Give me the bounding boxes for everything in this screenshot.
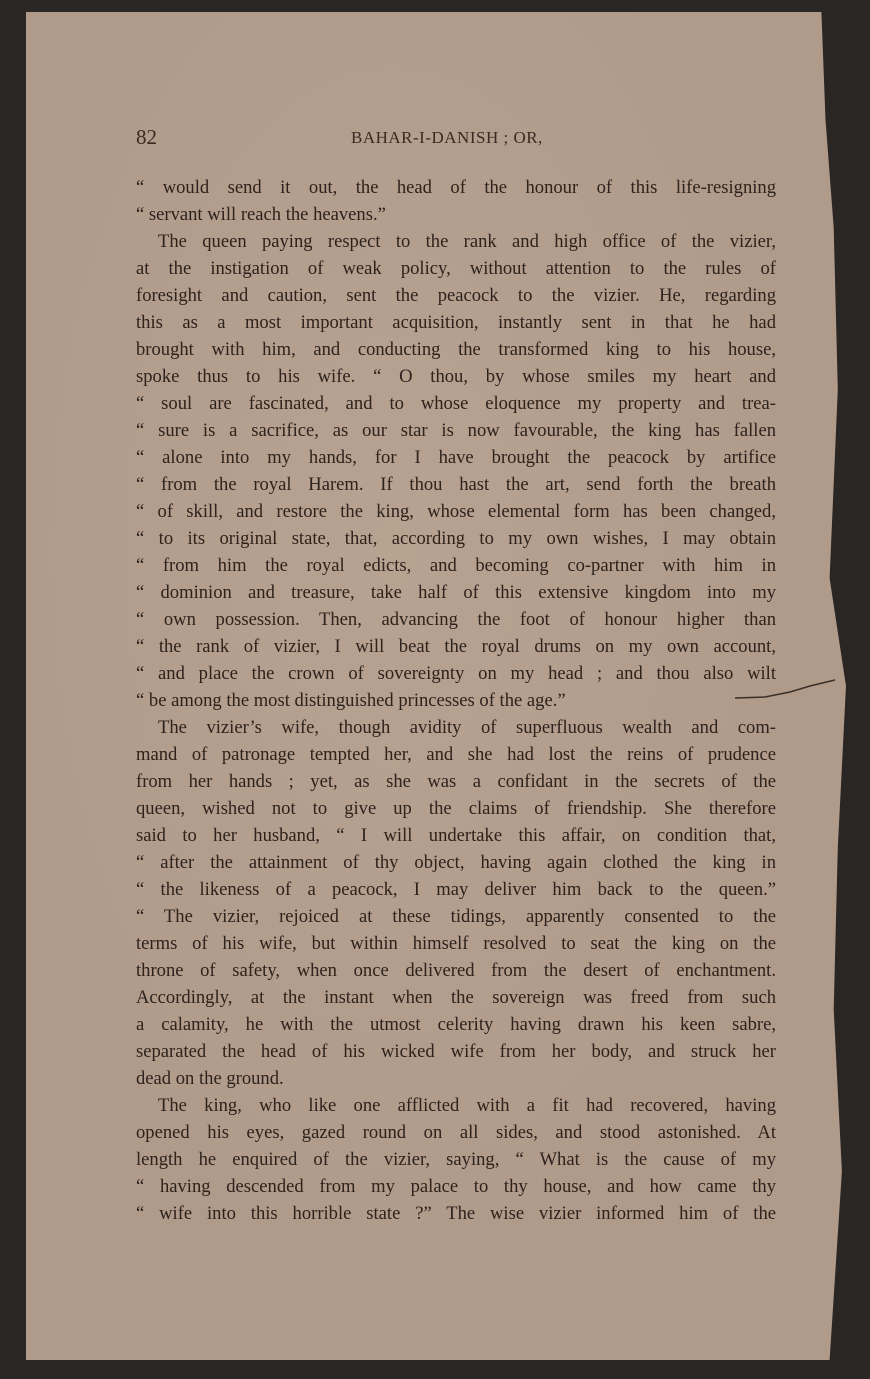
text-line: this as a most important acquisition, instantly sent in that he had	[136, 312, 776, 333]
paragraph-start-line: The king, who like one afflicted with a fit had recovered, having	[158, 1095, 776, 1116]
text-line: terms of his wife, but within himself resolved to seat the king on the	[136, 933, 776, 954]
paragraph-start-line: The queen paying respect to the rank and high office of the vizier,	[158, 231, 776, 252]
text-line: “ the likeness of a peacock, I may deliver him back to the queen.”	[136, 879, 776, 900]
text-line: “ servant will reach the heavens.”	[136, 204, 386, 225]
text-line: “ after the attainment of thy object, having again clothed the king in	[136, 852, 776, 873]
text-line: throne of safety, when once delivered from the desert of enchantment.	[136, 960, 776, 981]
text-line: separated the head of his wicked wife from her body, and struck her	[136, 1041, 776, 1062]
text-line: brought with him, and conducting the transformed king to his house,	[136, 339, 776, 360]
text-line: “ having descended from my palace to thy house, and how came thy	[136, 1176, 776, 1197]
text-line: from her hands ; yet, as she was a confidant in the secrets of the	[136, 771, 776, 792]
page-number: 82	[136, 125, 157, 149]
body-text	[136, 174, 776, 1227]
text-line: “ and place the crown of sovereignty on my head ; and thou also wilt	[136, 663, 776, 684]
text-line: “ alone into my hands, for I have brought the peacock by artifice	[136, 447, 776, 468]
text-line: “ wife into this horrible state ?” The wise vizier informed him of the	[136, 1203, 776, 1224]
text-line: opened his eyes, gazed round on all sides, and stood astonished. At	[136, 1122, 776, 1143]
text-line: “ soul are fascinated, and to whose eloquence my property and trea-	[136, 393, 776, 414]
text-line: dead on the ground.	[136, 1068, 284, 1089]
text-line: foresight and caution, sent the peacock to the vizier. He, regarding	[136, 285, 776, 306]
text-line: mand of patronage tempted her, and she had lost the reins of prudence	[136, 744, 776, 765]
text-line: “ own possession. Then, advancing the foot of honour higher than	[136, 609, 776, 630]
text-line: spoke thus to his wife. “ O thou, by whose smiles my heart and	[136, 366, 776, 387]
text-line: said to her husband, “ I will undertake this affair, on condition that,	[136, 825, 776, 846]
text-line: “ be among the most distinguished princesses of the age.”	[136, 690, 566, 711]
text-line: “ The vizier, rejoiced at these tidings, apparently consented to the	[136, 906, 776, 927]
text-line: “ of skill, and restore the king, whose elemental form has been changed,	[136, 501, 776, 522]
text-line: “ the rank of vizier, I will beat the royal drums on my own account,	[136, 636, 776, 657]
text-line: a calamity, he with the utmost celerity having drawn his keen sabre,	[136, 1014, 776, 1035]
text-line: “ from him the royal edicts, and becoming co-partner with him in	[136, 555, 776, 576]
running-title: BAHAR-I-DANISH ; OR,	[351, 128, 543, 147]
text-line: “ would send it out, the head of the honour of this life-resigning	[136, 177, 776, 198]
text-line: “ sure is a sacrifice, as our star is now favourable, the king has fallen	[136, 420, 776, 441]
text-line: “ from the royal Harem. If thou hast the art, send forth the breath	[136, 474, 776, 495]
paragraph-start-line: The vizier’s wife, though avidity of superfluous wealth and com-	[158, 717, 776, 738]
page-header	[136, 125, 776, 155]
text-line: length he enquired of the vizier, saying, “ What is the cause of my	[136, 1149, 776, 1170]
text-line: “ to its original state, that, according to my own wishes, I may obtain	[136, 528, 776, 549]
text-line: queen, wished not to give up the claims of friendship. She therefore	[136, 798, 776, 819]
text-line: at the instigation of weak policy, without attention to the rules of	[136, 258, 776, 279]
text-line: Accordingly, at the instant when the sovereign was freed from such	[136, 987, 776, 1008]
text-line: “ dominion and treasure, take half of this extensive kingdom into my	[136, 582, 776, 603]
